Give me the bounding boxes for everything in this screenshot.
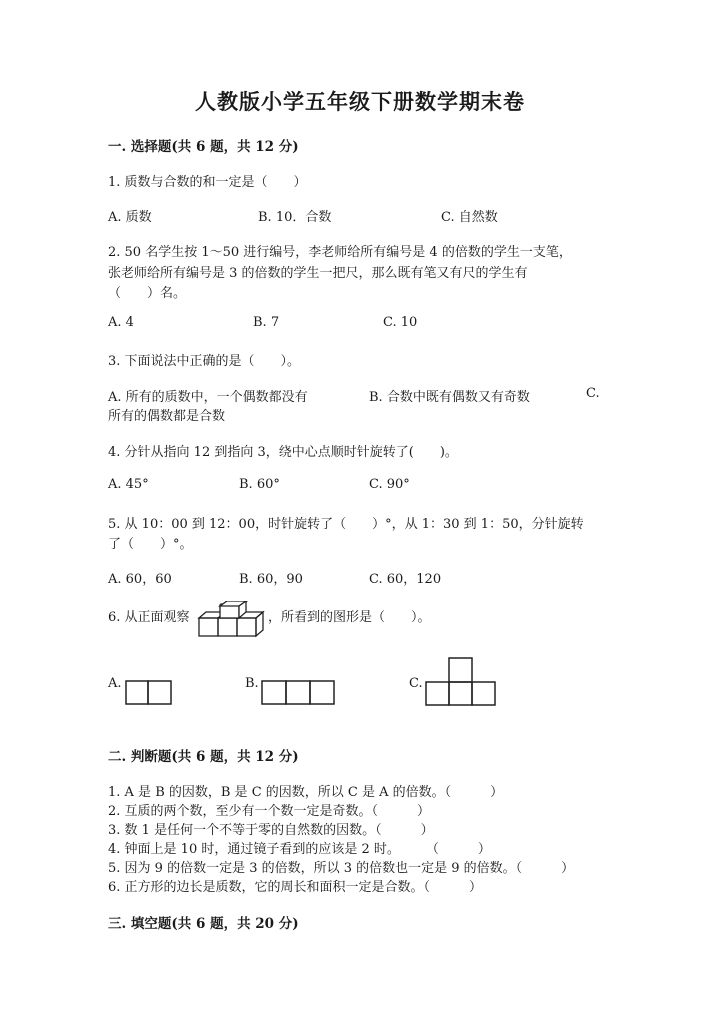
- question-5-line-2: 了（ ）°。: [108, 537, 193, 552]
- option-c-t-shape-figure: [425, 657, 496, 707]
- section-heading-choice: 一. 选择题(共 6 题，共 12 分): [108, 139, 299, 155]
- judge-item-5: 5. 因为 9 的倍数一定是 3 的倍数，所以 3 的倍数也一定是 9 的倍数。（ ）: [108, 861, 575, 876]
- question-4-option-b: B. 60°: [239, 477, 280, 492]
- judge-item-1: 1. A 是 B 的因数，B 是 C 的因数，所以 C 是 A 的倍数。（ ）: [108, 785, 504, 800]
- question-3-option-c-label: C.: [586, 386, 600, 401]
- question-4-option-c: C. 90°: [369, 477, 410, 492]
- question-3-option-c-text: 所有的偶数都是合数: [108, 409, 226, 424]
- question-5-option-a: A. 60，60: [108, 572, 172, 587]
- question-6-stem-after: ，所看到的图形是（ ）。: [268, 610, 431, 625]
- question-1-option-c: C. 自然数: [441, 210, 498, 225]
- question-2-option-c: C. 10: [383, 315, 418, 330]
- judge-item-3: 3. 数 1 是任何一个不等于零的自然数的因数。（ ）: [108, 823, 434, 838]
- question-2-line-3: （ ）名。: [108, 286, 187, 301]
- section-heading-fill: 三. 填空题(共 6 题，共 20 分): [108, 916, 299, 932]
- judge-item-4: 4. 钟面上是 10 时，通过镜子看到的应该是 2 时。 （ ）: [108, 842, 491, 857]
- option-a-two-squares-figure: [125, 680, 173, 706]
- question-3-stem: 3. 下面说法中正确的是（ ）。: [108, 354, 301, 369]
- question-1-stem: 1. 质数与合数的和一定是（ ）: [108, 175, 307, 190]
- cube-solid-figure: [197, 601, 267, 639]
- question-6-option-c: C.: [409, 676, 423, 691]
- question-6-option-b: B.: [245, 676, 259, 691]
- question-5-option-b: B. 60，90: [239, 572, 303, 587]
- question-3-option-b: B. 合数中既有偶数又有奇数: [369, 390, 530, 405]
- question-5-line-1: 5. 从 10：00 到 12：00，时针旋转了（ ）°，从 1：30 到 1：50，分针旋转: [108, 517, 584, 532]
- option-b-three-squares-figure: [261, 680, 335, 706]
- question-4-stem: 4. 分针从指向 12 到指向 3，绕中心点顺时针旋转了( )。: [108, 445, 458, 460]
- question-2-option-a: A. 4: [108, 315, 134, 330]
- question-6-option-a: A.: [108, 676, 122, 691]
- section-heading-judge: 二. 判断题(共 6 题，共 12 分): [108, 749, 299, 765]
- question-4-option-a: A. 45°: [108, 477, 149, 492]
- question-2-line-2: 张老师给所有编号是 3 的倍数的学生一把尺，那么既有笔又有尺的学生有: [108, 266, 528, 281]
- question-3-option-a: A. 所有的质数中，一个偶数都没有: [108, 390, 308, 405]
- judge-item-6: 6. 正方形的边长是质数，它的周长和面积一定是合数。（ ）: [108, 880, 483, 895]
- question-1-option-a: A. 质数: [108, 210, 152, 225]
- question-2-line-1: 2. 50 名学生按 1～50 进行编号，李老师给所有编号是 4 的倍数的学生一支笔，: [108, 245, 572, 260]
- page-title: 人教版小学五年级下册数学期末卷: [195, 89, 525, 114]
- question-1-option-b: B. 10．合数: [258, 210, 332, 225]
- question-5-option-c: C. 60，120: [369, 572, 442, 587]
- question-2-option-b: B. 7: [253, 315, 280, 330]
- question-6-stem-before: 6. 从正面观察: [108, 610, 190, 625]
- judge-item-2: 2. 互质的两个数，至少有一个数一定是奇数。（ ）: [108, 804, 431, 819]
